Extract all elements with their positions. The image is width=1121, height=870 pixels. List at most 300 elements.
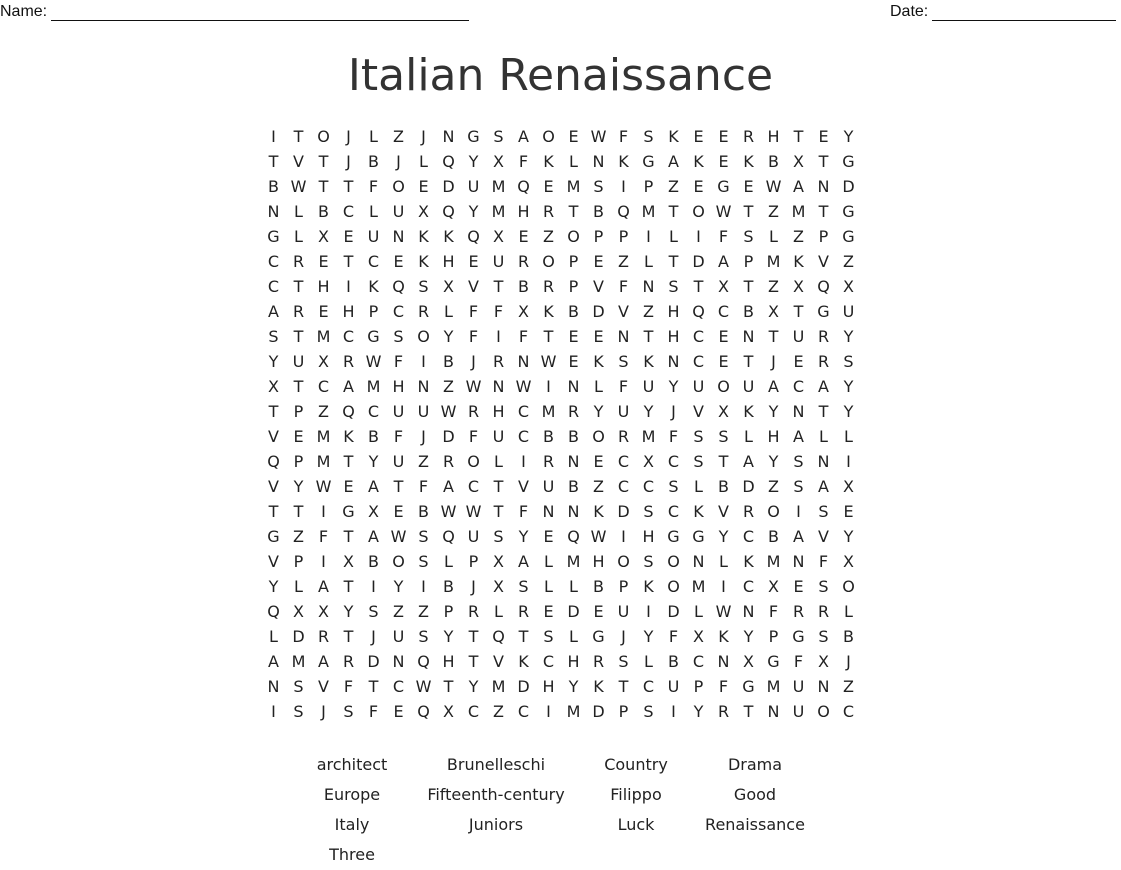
- grid-letter: W: [390, 527, 407, 546]
- grid-letter: L: [844, 602, 853, 621]
- grid-letter: H: [542, 677, 555, 696]
- grid-letter: E: [518, 227, 529, 246]
- grid-letter: S: [543, 627, 554, 646]
- grid-letter: E: [393, 252, 404, 271]
- grid-letter: D: [567, 602, 580, 621]
- grid-letter: S: [668, 277, 679, 296]
- grid-letter: K: [743, 402, 754, 421]
- grid-letter: W: [715, 202, 732, 221]
- grid-letter: A: [343, 377, 354, 396]
- grid-letter: T: [293, 277, 304, 296]
- grid-letter: B: [568, 302, 579, 321]
- grid-letter: G: [267, 527, 280, 546]
- grid-letter: Y: [768, 452, 779, 471]
- grid-letter: C: [392, 677, 405, 696]
- grid-letter: P: [568, 277, 579, 296]
- grid-letter: K: [368, 277, 379, 296]
- grid-letter: T: [718, 452, 729, 471]
- grid-letter: R: [617, 427, 630, 446]
- grid-letter: N: [792, 552, 805, 571]
- grid-letter: P: [618, 577, 629, 596]
- grid-letter: H: [592, 552, 605, 571]
- grid-letter: Z: [843, 677, 854, 696]
- grid-letter: N: [567, 502, 580, 521]
- grid-letter: B: [268, 177, 279, 196]
- grid-letter: A: [818, 377, 829, 396]
- grid-letter: U: [792, 702, 805, 721]
- grid-letter: X: [318, 602, 329, 621]
- grid-letter: D: [517, 677, 530, 696]
- grid-letter: V: [518, 477, 529, 496]
- grid-letter: G: [592, 627, 605, 646]
- grid-letter: A: [793, 177, 804, 196]
- grid-letter: P: [643, 177, 654, 196]
- grid-letter: U: [792, 677, 805, 696]
- word-list-item: Brunelleschi: [446, 755, 546, 774]
- grid-letter: P: [618, 227, 629, 246]
- grid-letter: N: [692, 552, 705, 571]
- grid-letter: K: [618, 152, 629, 171]
- grid-letter: H: [767, 427, 780, 446]
- grid-letter: Z: [643, 302, 654, 321]
- grid-letter: Y: [768, 402, 779, 421]
- grid-letter: R: [567, 402, 580, 421]
- grid-letter: X: [493, 227, 504, 246]
- grid-letter: Q: [567, 527, 580, 546]
- grid-letter: J: [371, 627, 376, 646]
- grid-letter: E: [543, 602, 554, 621]
- grid-letter: T: [268, 502, 279, 521]
- grid-letter: E: [593, 452, 604, 471]
- grid-letter: M: [641, 202, 656, 221]
- grid-letter: L: [719, 552, 728, 571]
- grid-letter: M: [541, 402, 556, 421]
- grid-letter: L: [569, 152, 578, 171]
- grid-letter: R: [817, 352, 830, 371]
- grid-letter: H: [442, 252, 455, 271]
- grid-letter: M: [566, 552, 581, 571]
- grid-letter: X: [843, 277, 854, 296]
- grid-letter: R: [817, 327, 830, 346]
- grid-letter: E: [318, 252, 329, 271]
- grid-letter: U: [467, 527, 480, 546]
- grid-letter: C: [467, 477, 480, 496]
- grid-letter: Z: [593, 477, 604, 496]
- grid-letter: G: [792, 627, 805, 646]
- grid-letter: G: [642, 152, 655, 171]
- grid-letter: L: [669, 227, 678, 246]
- grid-letter: Z: [618, 252, 629, 271]
- grid-letter: E: [393, 502, 404, 521]
- grid-letter: A: [743, 452, 754, 471]
- grid-letter: T: [493, 277, 504, 296]
- grid-letter: S: [618, 352, 629, 371]
- grid-letter: Q: [492, 627, 505, 646]
- grid-letter: K: [743, 552, 754, 571]
- grid-letter: O: [392, 552, 405, 571]
- grid-letter: M: [566, 702, 581, 721]
- grid-letter: C: [517, 402, 530, 421]
- grid-letter: L: [569, 577, 578, 596]
- grid-letter: T: [468, 652, 479, 671]
- grid-letter: E: [693, 177, 704, 196]
- grid-letter: D: [617, 502, 630, 521]
- grid-letter: C: [667, 502, 680, 521]
- grid-letter: H: [492, 402, 505, 421]
- grid-letter: G: [342, 502, 355, 521]
- grid-letter: X: [418, 202, 429, 221]
- grid-letter: M: [491, 202, 506, 221]
- grid-letter: P: [568, 252, 579, 271]
- grid-letter: T: [343, 177, 354, 196]
- grid-letter: T: [793, 127, 804, 146]
- grid-letter: A: [518, 127, 529, 146]
- grid-letter: N: [567, 377, 580, 396]
- name-blank-line: [51, 3, 469, 21]
- grid-letter: C: [517, 427, 530, 446]
- grid-letter: A: [518, 552, 529, 571]
- grid-letter: N: [717, 652, 730, 671]
- grid-letter: T: [543, 327, 554, 346]
- grid-letter: T: [468, 627, 479, 646]
- grid-letter: C: [467, 702, 480, 721]
- grid-letter: B: [593, 577, 604, 596]
- grid-letter: K: [668, 127, 679, 146]
- grid-letter: C: [642, 477, 655, 496]
- grid-letter: X: [793, 152, 804, 171]
- grid-letter: S: [418, 277, 429, 296]
- grid-letter: N: [442, 127, 455, 146]
- grid-letter: Z: [443, 377, 454, 396]
- grid-letter: X: [318, 227, 329, 246]
- grid-letter: W: [440, 402, 457, 421]
- grid-letter: F: [793, 652, 804, 671]
- word-list-item: Three: [329, 845, 375, 864]
- grid-letter: S: [268, 327, 279, 346]
- grid-letter: C: [267, 277, 280, 296]
- grid-letter: J: [671, 402, 676, 421]
- grid-letter: T: [368, 677, 379, 696]
- grid-letter: Y: [443, 627, 454, 646]
- grid-letter: H: [342, 302, 355, 321]
- date-field: [890, 3, 1116, 21]
- grid-letter: N: [517, 352, 530, 371]
- grid-letter: I: [346, 277, 351, 296]
- grid-letter: N: [817, 177, 830, 196]
- word-list-item: Europe: [323, 785, 381, 804]
- grid-letter: J: [771, 352, 776, 371]
- grid-letter: T: [743, 702, 754, 721]
- grid-letter: B: [768, 152, 779, 171]
- grid-letter: S: [293, 702, 304, 721]
- grid-letter: L: [769, 227, 778, 246]
- grid-letter: L: [644, 652, 653, 671]
- grid-letter: B: [568, 427, 579, 446]
- grid-letter: I: [621, 527, 626, 546]
- grid-letter: V: [693, 402, 704, 421]
- grid-letter: E: [793, 577, 804, 596]
- name-label: Name:: [0, 3, 48, 20]
- grid-letter: E: [393, 702, 404, 721]
- grid-letter: B: [443, 352, 454, 371]
- grid-letter: Y: [368, 452, 379, 471]
- grid-letter: Y: [293, 477, 304, 496]
- grid-letter: L: [844, 427, 853, 446]
- grid-letter: X: [443, 702, 454, 721]
- grid-letter: T: [293, 377, 304, 396]
- grid-letter: I: [621, 177, 626, 196]
- grid-letter: O: [392, 177, 405, 196]
- grid-letter: S: [343, 702, 354, 721]
- grid-letter: B: [518, 277, 529, 296]
- grid-letter: F: [393, 427, 404, 446]
- grid-letter: L: [644, 252, 653, 271]
- grid-letter: H: [567, 652, 580, 671]
- grid-letter: N: [742, 602, 755, 621]
- word-list-item: Renaissance: [705, 815, 805, 834]
- grid-letter: M: [566, 177, 581, 196]
- grid-letter: I: [321, 552, 326, 571]
- grid-letter: C: [317, 377, 330, 396]
- grid-letter: F: [368, 702, 379, 721]
- grid-letter: G: [367, 327, 380, 346]
- grid-letter: D: [692, 252, 705, 271]
- grid-letter: T: [293, 502, 304, 521]
- grid-letter: N: [267, 202, 280, 221]
- grid-letter: X: [493, 152, 504, 171]
- grid-letter: G: [817, 302, 830, 321]
- grid-letter: Y: [343, 602, 354, 621]
- grid-letter: S: [843, 352, 854, 371]
- grid-letter: D: [592, 302, 605, 321]
- grid-letter: I: [421, 352, 426, 371]
- grid-letter: F: [668, 427, 679, 446]
- word-list-item: architect: [316, 755, 388, 774]
- grid-letter: B: [368, 152, 379, 171]
- grid-letter: H: [642, 527, 655, 546]
- grid-letter: U: [642, 377, 655, 396]
- grid-letter: B: [668, 652, 679, 671]
- grid-letter: V: [268, 477, 279, 496]
- grid-letter: O: [767, 502, 780, 521]
- grid-letter: R: [517, 602, 530, 621]
- grid-letter: F: [518, 152, 529, 171]
- grid-letter: R: [817, 602, 830, 621]
- grid-letter: Y: [643, 402, 654, 421]
- grid-letter: S: [643, 702, 654, 721]
- grid-letter: W: [465, 377, 482, 396]
- grid-letter: R: [792, 602, 805, 621]
- grid-letter: C: [267, 252, 280, 271]
- grid-letter: Y: [718, 527, 729, 546]
- grid-letter: S: [743, 227, 754, 246]
- grid-letter: E: [468, 252, 479, 271]
- grid-letter: M: [366, 377, 381, 396]
- grid-letter: T: [818, 402, 829, 421]
- grid-letter: L: [544, 552, 553, 571]
- grid-letter: M: [316, 327, 331, 346]
- grid-letter: K: [343, 427, 354, 446]
- grid-letter: J: [471, 577, 476, 596]
- grid-letter: B: [418, 502, 429, 521]
- grid-letter: Q: [692, 302, 705, 321]
- grid-letter: B: [568, 477, 579, 496]
- grid-letter: K: [593, 677, 604, 696]
- grid-letter: J: [346, 152, 351, 171]
- grid-letter: E: [718, 352, 729, 371]
- grid-letter: P: [468, 552, 479, 571]
- grid-letter: I: [271, 127, 276, 146]
- grid-letter: U: [742, 377, 755, 396]
- grid-letter: M: [766, 552, 781, 571]
- grid-letter: Q: [417, 702, 430, 721]
- grid-letter: Q: [517, 177, 530, 196]
- grid-letter: B: [843, 627, 854, 646]
- grid-letter: W: [415, 677, 432, 696]
- grid-letter: C: [367, 252, 380, 271]
- grid-letter: V: [293, 152, 304, 171]
- grid-letter: R: [592, 652, 605, 671]
- grid-letter: R: [342, 652, 355, 671]
- grid-letter: O: [667, 552, 680, 571]
- grid-letter: Q: [392, 277, 405, 296]
- grid-letter: Y: [843, 327, 854, 346]
- grid-letter: M: [316, 452, 331, 471]
- grid-letter: T: [618, 677, 629, 696]
- grid-letter: S: [818, 502, 829, 521]
- grid-letter: T: [743, 352, 754, 371]
- grid-letter: G: [692, 527, 705, 546]
- grid-letter: Q: [342, 402, 355, 421]
- grid-letter: N: [667, 352, 680, 371]
- grid-letter: F: [518, 502, 529, 521]
- grid-letter: C: [742, 527, 755, 546]
- grid-letter: U: [392, 402, 405, 421]
- grid-letter: L: [444, 552, 453, 571]
- grid-letter: L: [544, 577, 553, 596]
- name-field: [0, 3, 469, 21]
- grid-letter: N: [742, 327, 755, 346]
- grid-letter: O: [567, 227, 580, 246]
- grid-letter: Z: [318, 402, 329, 421]
- grid-letter: S: [418, 552, 429, 571]
- grid-letter: L: [694, 602, 703, 621]
- word-list-item: Juniors: [468, 815, 524, 834]
- grid-letter: D: [442, 177, 455, 196]
- grid-letter: U: [292, 352, 305, 371]
- grid-letter: O: [692, 202, 705, 221]
- grid-letter: R: [342, 352, 355, 371]
- grid-letter: A: [318, 652, 329, 671]
- grid-letter: Q: [467, 227, 480, 246]
- grid-letter: U: [792, 327, 805, 346]
- grid-letter: F: [718, 677, 729, 696]
- grid-letter: T: [318, 152, 329, 171]
- grid-letter: S: [693, 452, 704, 471]
- grid-letter: W: [315, 477, 332, 496]
- grid-letter: J: [396, 152, 401, 171]
- grid-letter: F: [318, 527, 329, 546]
- grid-letter: E: [593, 327, 604, 346]
- grid-letter: C: [717, 302, 730, 321]
- grid-letter: X: [443, 277, 454, 296]
- grid-letter: X: [693, 627, 704, 646]
- grid-letter: U: [492, 427, 505, 446]
- grid-letter: J: [321, 702, 326, 721]
- grid-letter: E: [293, 427, 304, 446]
- grid-letter: K: [593, 352, 604, 371]
- page-title: Italian Renaissance: [347, 50, 774, 101]
- grid-letter: Y: [468, 202, 479, 221]
- grid-letter: V: [493, 652, 504, 671]
- grid-letter: T: [443, 677, 454, 696]
- grid-letter: A: [368, 477, 379, 496]
- grid-letter: A: [668, 152, 679, 171]
- grid-letter: J: [846, 652, 851, 671]
- grid-letter: C: [642, 677, 655, 696]
- grid-letter: Q: [267, 602, 280, 621]
- grid-letter: S: [668, 477, 679, 496]
- grid-letter: S: [418, 627, 429, 646]
- word-list-item: Good: [733, 785, 777, 804]
- grid-letter: L: [269, 627, 278, 646]
- grid-letter: A: [318, 577, 329, 596]
- grid-letter: T: [343, 452, 354, 471]
- grid-letter: K: [543, 302, 554, 321]
- grid-letter: K: [443, 227, 454, 246]
- grid-letter: I: [671, 702, 676, 721]
- grid-letter: L: [569, 627, 578, 646]
- grid-letter: Y: [843, 402, 854, 421]
- grid-letter: U: [667, 677, 680, 696]
- grid-letter: T: [493, 477, 504, 496]
- grid-letter: W: [465, 502, 482, 521]
- grid-letter: L: [294, 227, 303, 246]
- grid-letter: E: [568, 352, 579, 371]
- grid-letter: F: [468, 302, 479, 321]
- grid-letter: G: [842, 152, 855, 171]
- grid-letter: X: [768, 577, 779, 596]
- grid-letter: K: [693, 502, 704, 521]
- grid-letter: S: [593, 177, 604, 196]
- grid-letter: F: [618, 377, 629, 396]
- grid-letter: E: [843, 502, 854, 521]
- grid-letter: I: [521, 452, 526, 471]
- grid-letter: P: [693, 677, 704, 696]
- grid-letter: C: [792, 377, 805, 396]
- grid-letter: S: [693, 427, 704, 446]
- grid-letter: S: [293, 677, 304, 696]
- grid-letter: F: [393, 352, 404, 371]
- grid-letter: X: [843, 552, 854, 571]
- grid-letter: H: [667, 327, 680, 346]
- grid-letter: I: [796, 502, 801, 521]
- grid-letter: O: [592, 427, 605, 446]
- grid-letter: P: [818, 227, 829, 246]
- grid-letter: Z: [418, 602, 429, 621]
- grid-letter: S: [643, 552, 654, 571]
- grid-letter: R: [717, 702, 730, 721]
- grid-letter: X: [268, 377, 279, 396]
- grid-letter: A: [793, 427, 804, 446]
- grid-letter: E: [593, 602, 604, 621]
- grid-letter: R: [292, 252, 305, 271]
- grid-letter: K: [518, 652, 529, 671]
- grid-letter: N: [642, 277, 655, 296]
- grid-letter: B: [718, 477, 729, 496]
- grid-letter: R: [517, 252, 530, 271]
- grid-letter: L: [819, 427, 828, 446]
